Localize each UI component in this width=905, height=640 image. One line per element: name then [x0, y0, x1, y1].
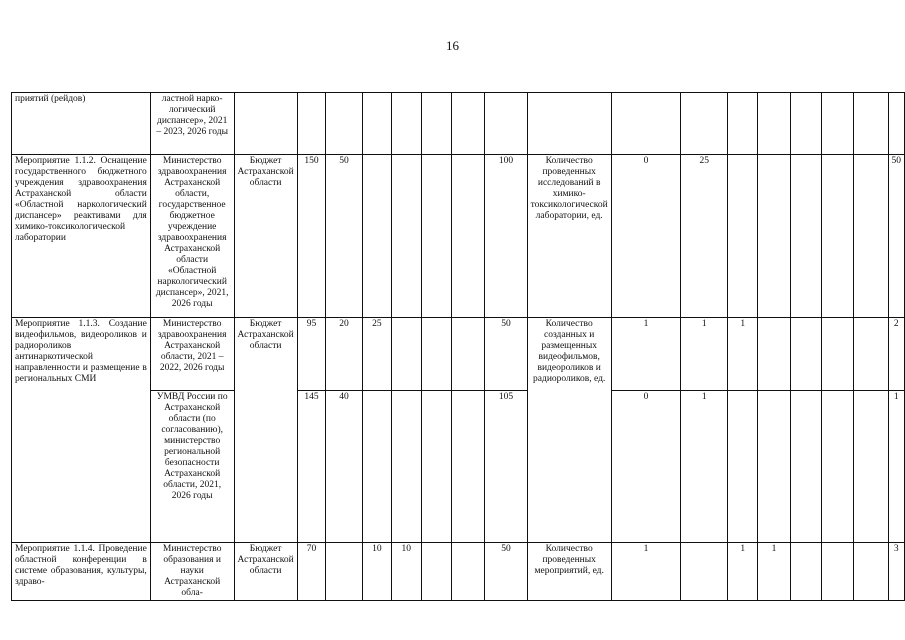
value-cell	[451, 93, 485, 155]
value-cell: 20	[326, 318, 362, 391]
value-cell	[392, 318, 421, 391]
target-cell	[728, 391, 758, 543]
target-cell: 1	[758, 543, 790, 601]
target-cell	[854, 391, 888, 543]
target-cell	[821, 543, 854, 601]
executor-cell: УМВД России по Астраханской области (по согласованию), министерство региональной безопасности Астраханской области, 2021, 2026 годы	[150, 391, 234, 543]
target-cell	[854, 93, 888, 155]
value-cell	[421, 155, 451, 318]
event-description: Мероприятие 1.1.3. Создание видеофильмов, видеороликов и радиороликов антинаркотической направленности и размещение в региональных СМИ	[12, 318, 151, 543]
target-cell	[821, 318, 854, 391]
target-cell: 0	[611, 391, 681, 543]
executor-cell: ластной нарко-логический диспансер», 2021 – 2023, 2026 годы	[150, 93, 234, 155]
value-cell: 50	[485, 543, 527, 601]
target-cell	[854, 155, 888, 318]
target-cell	[758, 155, 790, 318]
target-cell	[758, 391, 790, 543]
executor-cell: Министерство образования и науки Астраханской обла-	[150, 543, 234, 601]
target-cell	[758, 318, 790, 391]
target-cell	[790, 155, 821, 318]
event-description: Мероприятие 1.1.4. Проведение областной конференции в системе образования, культуры, здраво-	[12, 543, 151, 601]
target-cell	[790, 391, 821, 543]
target-cell	[728, 155, 758, 318]
value-cell	[485, 93, 527, 155]
value-cell: 10	[362, 543, 391, 601]
table-row	[12, 93, 905, 155]
value-cell	[392, 93, 421, 155]
value-cell	[392, 155, 421, 318]
value-cell	[421, 543, 451, 601]
target-cell: 25	[681, 155, 728, 318]
value-cell	[392, 391, 421, 543]
value-cell	[421, 318, 451, 391]
value-cell: 145	[297, 391, 326, 543]
target-cell: 1	[611, 543, 681, 601]
value-cell	[362, 155, 391, 318]
target-cell	[728, 93, 758, 155]
target-cell	[611, 93, 681, 155]
target-cell	[681, 543, 728, 601]
target-cell	[821, 155, 854, 318]
table-row	[12, 155, 905, 318]
indicator-cell: Количество проведенных исследований в химико-токсикологической лаборатории, ед.	[527, 155, 611, 318]
value-cell: 50	[485, 318, 527, 391]
value-cell	[326, 543, 362, 601]
value-cell: 70	[297, 543, 326, 601]
value-cell	[326, 93, 362, 155]
executor-cell: Министерство здравоохранения Астраханской области, государственное бюджетное учреждение здравоохранения Астраханской области «Областной наркологический диспансер», 2021, 2026 годы	[150, 155, 234, 318]
target-cell	[821, 391, 854, 543]
target-cell	[888, 93, 905, 155]
target-cell	[854, 543, 888, 601]
target-cell	[854, 318, 888, 391]
value-cell	[451, 155, 485, 318]
table-row	[12, 318, 905, 391]
value-cell: 40	[326, 391, 362, 543]
value-cell	[451, 391, 485, 543]
value-cell	[362, 391, 391, 543]
program-table	[11, 92, 905, 601]
executor-cell: Министерство здравоохранения Астраханской области, 2021 – 2022, 2026 годы	[150, 318, 234, 391]
event-description: Мероприятие 1.1.2. Оснащение государственного бюджетного учреждения здравоохранения Астраханской области «Областной наркологический диспансер» реактивами для химико-токсикологической лаборатории	[12, 155, 151, 318]
indicator-cell: Количество проведенных мероприятий, ед.	[527, 543, 611, 601]
target-cell: 2	[888, 318, 905, 391]
target-cell	[790, 93, 821, 155]
target-cell: 0	[611, 155, 681, 318]
value-cell: 95	[297, 318, 326, 391]
funding-source-cell: Бюджет Астраханской области	[234, 318, 297, 543]
value-cell: 150	[297, 155, 326, 318]
value-cell	[362, 93, 391, 155]
target-cell	[681, 93, 728, 155]
target-cell	[790, 318, 821, 391]
indicator-cell	[527, 93, 611, 155]
value-cell	[421, 93, 451, 155]
target-cell: 1	[681, 391, 728, 543]
target-cell	[758, 93, 790, 155]
indicator-cell: Количество созданных и размещенных видеофильмов, видеороликов и радиороликов, ед.	[527, 318, 611, 543]
value-cell: 50	[326, 155, 362, 318]
target-cell	[790, 543, 821, 601]
value-cell	[451, 543, 485, 601]
event-description: приятий (рейдов)	[12, 93, 151, 155]
target-cell	[821, 93, 854, 155]
target-cell: 1	[681, 318, 728, 391]
value-cell: 25	[362, 318, 391, 391]
value-cell: 105	[485, 391, 527, 543]
value-cell	[451, 318, 485, 391]
value-cell: 10	[392, 543, 421, 601]
target-cell: 1	[728, 543, 758, 601]
value-cell	[297, 93, 326, 155]
value-cell	[421, 391, 451, 543]
funding-source-cell: Бюджет Астраханской области	[234, 155, 297, 318]
target-cell: 1	[888, 391, 905, 543]
target-cell: 1	[611, 318, 681, 391]
target-cell: 3	[888, 543, 905, 601]
table-row	[12, 543, 905, 601]
funding-source-cell	[234, 93, 297, 155]
page-number: 16	[446, 38, 459, 53]
value-cell: 100	[485, 155, 527, 318]
target-cell: 50	[888, 155, 905, 318]
target-cell: 1	[728, 318, 758, 391]
funding-source-cell: Бюджет Астраханской области	[234, 543, 297, 601]
